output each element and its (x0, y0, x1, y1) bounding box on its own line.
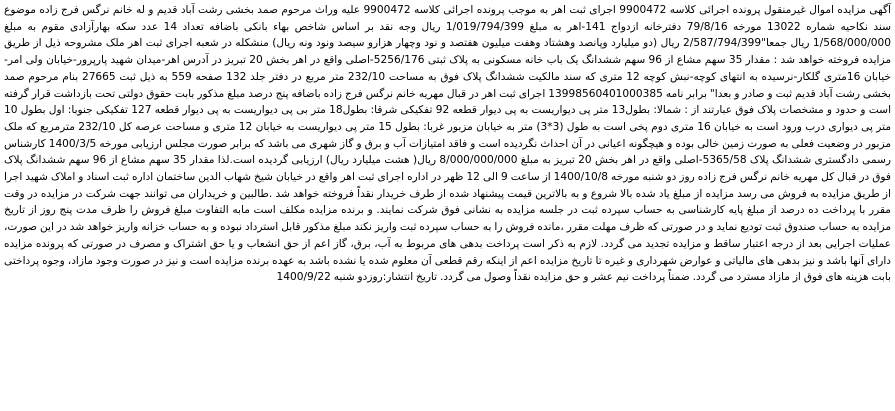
auction-notice-text: آگهی مزایده اموال غیرمنقول پرونده اجرائی کلاسه 9900472 اجرای ثبت اهر به موجب پرونده اجرائی کلاسه 9900472 علیه وراث مرحوم صمد بخشی رشت آباد قدیم و له خانم نرگس فرج زاده موضوع سند نکاحیه شماره 13022 مورخه 79/8/16 دفترخانه ازدواج 141-اهر به مبلغ 1/019/794/399 ریال وجه نقد بر اساس شاخص بهاء بانکی باضافه تعداد 14 عدد سکه بهارآزادی مقوم به مبلغ 1/568/000/000 ریال جمعا"2/587/794/399 ریال (دو میلیارد وپانصد وهشتاد وهفت میلیون هفتصد و نود وچهار هزارو سیصد ونود ونه ریال) منشکله در شعبه اجرای ثبت اهر ملک مشروحه ذیل از طریق مزایده فروخته خواهد شد : مقدار 35 سهم مشاع از 96 سهم ششدانگ یک باب خانه مسکونی به پلاک ثبتی 5256/176-اصلی واقع در اهر بخش 20 تبریز در آدرس اهر-میدان شهید پارپرور-خیابان ولی امر-خیابان 16متری گلکار-نرسیده به انتهای کوچه-نبش کوچه 12 متری که سند مالکیت ششدانگ پلاک فوق به مساحت 232/10 متر مربع در دفتر جلد 132 صفحه 559 به ذیل ثبت 27665 بنام مرحوم صمد بخشی رشت آباد قدیم ثبت و صادر و بعدا" برابر نامه 13998560401000385 اجرای ثبت اهر در قبال مهریه خانم نرگس فرج زاده باضافه پنج درصد مبلغ مذکور بابت حقوق دولتی تحت بازداشت قرار گرفته است و حدود و مشخصات پلاک فوق عبارتند از : شمالا: بطول13 متر پی دیواریست به پی دیوار قطعه 92 تفکیکی شرقا: بطول18 متر بی پی دیواریست به پی دیوار قطعه 127 تفکیکی جنوبا: اول بطول 10 متر پی دیواری درب ورود است به خیابان 16 متری دوم پخی است به طول (3*3) متر به خیابان مزبور غربا: بطول 15 متر پی دیواریست به خیابان 12 متری و مساحت عرصه کل 232/10 مترمربع که ملک مزبور در وضعیت فعلی به صورت زمین خالی بوده و هیچگونه اعیانی در آن احداث نگردیده است و فاقد امتیازات آب و برق و گاز شهری می باشد که برابر صورت مجلس ارزیابی مورخه 1400/3/5 کارشناس رسمی دادگستری ششدانگ پلاک 5365/58-اصلی واقع در اهر بخش 20 تبریز به مبلغ 8/000/000/000 ریال( هشت میلیارد ریال) ارزیابی گردیده است.لذا مقدار 35 سهم مشاع از 96 سهم ششدانگ پلاک فوق در قبال کل مهریه خانم نرگس فرج زاده روز دو شنبه مورخه 1400/10/8 از ساعت 9 الی 12 ظهر در اداره اجرای ثبت اهر واقع در خیابان شیخ شهاب الدین ساختمان اداره ثبت اسناد و املاک شهید اجرا از طریق مزایده به فروش می رسد مزایده از مبلغ یاد شده بالا شروع و به بالاترین قیمت پیشنهاد شده از طرف خریدار نقداً فروخته خواهد شد .طالبین و خریداران می توانند جهت شرکت در مزایده در وقت مقرر با پرداخت ده درصد از مبلغ پایه کارشناسی به حساب سپرده ثبت در جلسه مزایده به نشانی فوق شرکت نمایند. و برنده مزایده مکلف است مابه التفاوت مبلغ فروش را ظرف مدت پنج روز از تاریخ مزایده به حساب صندوق ثبت تودیع نماید و در صورتی که ظرف مهلت مقرر ،مانده فروش را به حساب سپرده ثبت واریز نکند مبلغ مذکور قابل استرداد نبوده و به حساب خزانه واریز خواهد شد در این صورت، عملیات اجرایی بعد از درجه اعتبار ساقط و مزایده تجدید می گردد. لازم به ذکر است پرداخت بدهی های مربوط به آب، برق، گاز اعم از حق انشعاب و یا حق اشتراک و مصرف در صورتی که پرونده مزایده دارای آنها باشد و نیز بدهی های مالیاتی و عوارض شهرداری و غیره تا تاریخ مزایده اعم از اینکه رقم قطعی آن معلوم شده یا نشده باشد به عهده برنده مزایده است و نیز در صورت وجود مازاد، وجوه پرداختی بابت هزینه های فوق از مازاد مسترد می گردد. ضمناً پرداخت نیم عشر و حق مزایده نقداً وصول می گردد. تاریخ انتشار:روزدو شنبه 1400/9/22 (4, 4, 892, 284)
